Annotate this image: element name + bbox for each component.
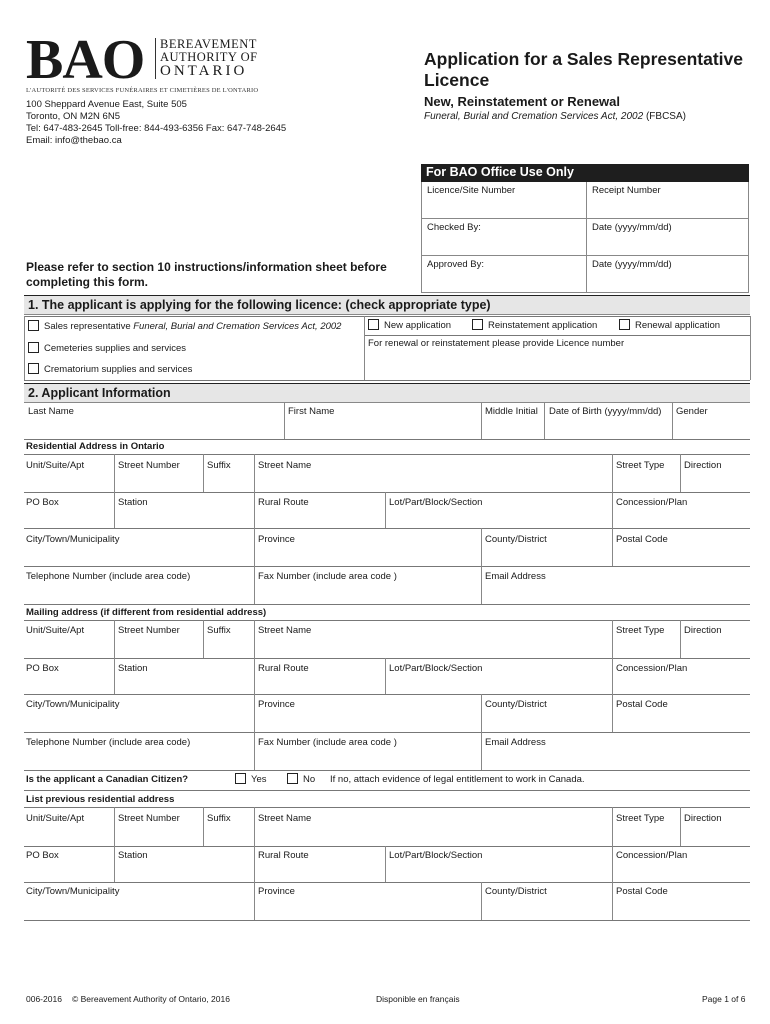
res-city-field[interactable]: City/Town/Municipality [26, 534, 120, 545]
divider [612, 882, 613, 920]
divider [481, 403, 482, 439]
logo-wordmark [155, 38, 265, 79]
res-po-box-field[interactable]: PO Box [26, 497, 59, 508]
section1-heading: 1. The applicant is applying for the following licence: (check appropriate type) [24, 295, 750, 315]
prev-lot-field[interactable]: Lot/Part/Block/Section [389, 850, 483, 861]
renewal-label: Renewal application [635, 320, 721, 331]
mail-email-field[interactable]: Email Address [485, 737, 546, 748]
gender-field[interactable]: Gender [676, 406, 708, 417]
office-row-1 [421, 182, 749, 219]
logo-line2: AUTHORITY OF [160, 50, 258, 64]
office-row-3 [421, 256, 749, 293]
form-code: 006-2016 [26, 994, 62, 1004]
licence-site-field: Licence/Site Number [421, 182, 586, 218]
first-name-field[interactable]: First Name [288, 406, 335, 417]
divider [254, 882, 255, 920]
divider [385, 658, 386, 694]
mail-postal-field[interactable]: Postal Code [616, 699, 668, 710]
divider [114, 807, 115, 846]
reinstatement-label: Reinstatement application [488, 320, 598, 331]
address-email: Email: info@thebao.ca [26, 135, 122, 146]
res-telephone-field[interactable]: Telephone Number (include area code) [26, 571, 191, 582]
res-lot-field[interactable]: Lot/Part/Block/Section [389, 497, 483, 508]
res-suffix-field[interactable]: Suffix [207, 460, 231, 471]
divider [364, 335, 750, 336]
res-county-field[interactable]: County/District [485, 534, 547, 545]
logo-line1: BEREAVEMENT [160, 37, 257, 51]
residential-address-heading: Residential Address in Ontario [26, 441, 165, 452]
checked-date-field: Date (yyyy/mm/dd) [586, 219, 749, 255]
divider [24, 439, 750, 440]
mail-unit-field[interactable]: Unit/Suite/Apt [26, 625, 85, 636]
res-email-field[interactable]: Email Address [485, 571, 546, 582]
divider [672, 403, 673, 439]
last-name-field[interactable]: Last Name [28, 406, 74, 417]
prev-street-number-field[interactable]: Street Number [118, 813, 180, 824]
res-street-number-field[interactable]: Street Number [118, 460, 180, 471]
divider [203, 807, 204, 846]
logo-french-name: L'AUTORITÉ DES SERVICES FUNÉRAIRES ET CIMETIÈRES DE L'ONTARIO [26, 87, 259, 94]
instructions-note: Please refer to section 10 instructions/information sheet before completing this form. [26, 260, 387, 289]
divider [481, 566, 482, 604]
res-province-field[interactable]: Province [258, 534, 295, 545]
mail-street-name-field[interactable]: Street Name [258, 625, 312, 636]
new-application-label: New application [384, 320, 452, 331]
divider [114, 658, 115, 694]
divider [24, 732, 750, 733]
act-name: Funeral, Burial and Cremation Services Act, 2002 [424, 111, 644, 122]
res-street-name-field[interactable]: Street Name [258, 460, 312, 471]
divider [24, 790, 750, 791]
divider [481, 694, 482, 732]
mail-direction-field[interactable]: Direction [684, 625, 722, 636]
divider [203, 454, 204, 492]
res-street-type-field[interactable]: Street Type [616, 460, 665, 471]
footer-french: Disponible en français [376, 994, 460, 1004]
checkbox-renewal[interactable] [619, 319, 630, 330]
divider [284, 403, 285, 439]
divider [612, 620, 613, 658]
opt-cemeteries[interactable] [28, 342, 186, 354]
mail-po-box-field[interactable]: PO Box [26, 663, 59, 674]
res-fax-field[interactable]: Fax Number (include area code ) [258, 571, 397, 582]
previous-address-heading: List previous residential address [26, 794, 175, 805]
divider [24, 454, 750, 455]
res-direction-field[interactable]: Direction [684, 460, 722, 471]
divider [680, 454, 681, 492]
citizen-question: Is the applicant a Canadian Citizen? [26, 774, 189, 785]
middle-initial-field[interactable]: Middle Initial [485, 406, 538, 417]
mail-county-field[interactable]: County/District [485, 699, 547, 710]
divider [254, 492, 255, 528]
section2-heading: 2. Applicant Information [24, 383, 750, 403]
footer-copyright: © Bereavement Authority of Ontario, 2016 [72, 994, 230, 1004]
prev-station-field[interactable]: Station [118, 850, 148, 861]
opt-renewal[interactable] [619, 319, 720, 331]
divider [254, 694, 255, 732]
act-abbreviation: (FBCSA) [643, 111, 686, 122]
divider [612, 528, 613, 566]
divider [481, 732, 482, 770]
divider [24, 316, 25, 380]
logo-letters: BAO [26, 29, 145, 91]
citizen-no-label: No [303, 774, 316, 785]
address-city: Toronto, ON M2N 6N5 [26, 111, 120, 122]
divider [254, 658, 255, 694]
prev-rural-route-field[interactable]: Rural Route [258, 850, 309, 861]
citizen-note: If no, attach evidence of legal entitlement to work in Canada. [330, 774, 585, 785]
divider [612, 694, 613, 732]
renewal-licence-note: For renewal or reinstatement please provide Licence number [368, 338, 625, 349]
citizen-yes-label: Yes [251, 774, 267, 785]
divider [24, 566, 750, 567]
receipt-number-field: Receipt Number [586, 182, 749, 218]
checkbox-sales-rep[interactable] [28, 320, 39, 331]
divider [612, 454, 613, 492]
divider [24, 620, 750, 621]
approved-date-field: Date (yyyy/mm/dd) [586, 256, 749, 292]
mail-fax-field[interactable]: Fax Number (include area code ) [258, 737, 397, 748]
divider [680, 620, 681, 658]
opt-sales-rep-label: Sales representative [44, 321, 134, 332]
divider [750, 316, 751, 380]
res-station-field[interactable]: Station [118, 497, 148, 508]
mail-suffix-field[interactable]: Suffix [207, 625, 231, 636]
divider [24, 846, 750, 847]
checkbox-citizen-yes[interactable] [235, 773, 246, 784]
prev-po-box-field[interactable]: PO Box [26, 850, 59, 861]
prev-street-type-field[interactable]: Street Type [616, 813, 665, 824]
divider [385, 492, 386, 528]
divider [254, 620, 255, 658]
divider [481, 528, 482, 566]
divider [24, 604, 750, 605]
office-use-box [421, 164, 749, 293]
mail-concession-field[interactable]: Concession/Plan [616, 663, 688, 674]
prev-street-name-field[interactable]: Street Name [258, 813, 312, 824]
prev-province-field[interactable]: Province [258, 886, 295, 897]
mail-city-field[interactable]: City/Town/Municipality [26, 699, 120, 710]
divider [254, 732, 255, 770]
opt-crematorium[interactable] [28, 363, 192, 375]
res-postal-field[interactable]: Postal Code [616, 534, 668, 545]
divider [24, 770, 750, 771]
divider [544, 403, 545, 439]
address-phones: Tel: 647-483-2645 Toll-free: 844-493-6356 Fax: 647-748-2645 [26, 123, 287, 134]
divider [24, 492, 750, 493]
bao-address [26, 99, 286, 147]
prev-concession-field[interactable]: Concession/Plan [616, 850, 688, 861]
res-unit-field[interactable]: Unit/Suite/Apt [26, 460, 85, 471]
divider [254, 807, 255, 846]
mail-station-field[interactable]: Station [118, 663, 148, 674]
page-number: Page 1 of 6 [702, 994, 746, 1004]
res-rural-route-field[interactable]: Rural Route [258, 497, 309, 508]
divider [114, 620, 115, 658]
divider [24, 316, 750, 317]
divider [254, 846, 255, 882]
prev-unit-field[interactable]: Unit/Suite/Apt [26, 813, 85, 824]
divider [24, 528, 750, 529]
divider [254, 566, 255, 604]
divider [24, 380, 750, 381]
prev-direction-field[interactable]: Direction [684, 813, 722, 824]
office-row-2 [421, 219, 749, 256]
form-subtitle: New, Reinstatement or Renewal [424, 94, 621, 109]
divider [680, 807, 681, 846]
prev-suffix-field[interactable]: Suffix [207, 813, 231, 824]
opt-new-application[interactable] [368, 319, 451, 331]
divider [24, 920, 750, 921]
checkbox-crematorium[interactable] [28, 363, 39, 374]
address-street: 100 Sheppard Avenue East, Suite 505 [26, 99, 187, 110]
res-concession-field[interactable]: Concession/Plan [616, 497, 688, 508]
prev-city-field[interactable]: City/Town/Municipality [26, 886, 120, 897]
office-use-heading: For BAO Office Use Only [421, 164, 749, 182]
divider [24, 658, 750, 659]
mail-telephone-field[interactable]: Telephone Number (include area code) [26, 737, 191, 748]
divider [24, 882, 750, 883]
opt-sales-rep[interactable] [28, 320, 341, 332]
approved-by-field: Approved By: [421, 256, 586, 292]
act-reference [424, 111, 686, 122]
opt-reinstatement[interactable] [472, 319, 597, 331]
prev-postal-field[interactable]: Postal Code [616, 886, 668, 897]
divider [24, 807, 750, 808]
divider [612, 846, 613, 882]
divider [254, 454, 255, 492]
divider [612, 807, 613, 846]
checkbox-new-application[interactable] [368, 319, 379, 330]
mailing-address-heading: Mailing address (if different from residential address) [26, 607, 267, 618]
opt-crematorium-label: Crematorium supplies and services [44, 364, 193, 375]
checkbox-cemeteries[interactable] [28, 342, 39, 353]
prev-county-field[interactable]: County/District [485, 886, 547, 897]
form-title: Application for a Sales Representative Licence [424, 49, 743, 90]
checkbox-reinstatement[interactable] [472, 319, 483, 330]
divider [114, 454, 115, 492]
checked-by-field: Checked By: [421, 219, 586, 255]
opt-cemeteries-label: Cemeteries supplies and services [44, 343, 187, 354]
mail-rural-route-field[interactable]: Rural Route [258, 663, 309, 674]
logo-line3: ONTARIO [160, 63, 248, 79]
divider [612, 492, 613, 528]
mail-street-type-field[interactable]: Street Type [616, 625, 665, 636]
citizen-no-option[interactable] [287, 773, 315, 785]
opt-sales-rep-act: Funeral, Burial and Cremation Services Act, 2002 [133, 321, 342, 332]
citizen-yes-option[interactable] [235, 773, 267, 785]
mail-lot-field[interactable]: Lot/Part/Block/Section [389, 663, 483, 674]
checkbox-citizen-no[interactable] [287, 773, 298, 784]
mail-province-field[interactable]: Province [258, 699, 295, 710]
divider [364, 316, 365, 380]
dob-field[interactable]: Date of Birth (yyyy/mm/dd) [549, 406, 662, 417]
divider [385, 846, 386, 882]
divider [612, 658, 613, 694]
divider [24, 694, 750, 695]
divider [114, 492, 115, 528]
mail-street-number-field[interactable]: Street Number [118, 625, 180, 636]
divider [203, 620, 204, 658]
divider [114, 846, 115, 882]
divider [481, 882, 482, 920]
divider [254, 528, 255, 566]
